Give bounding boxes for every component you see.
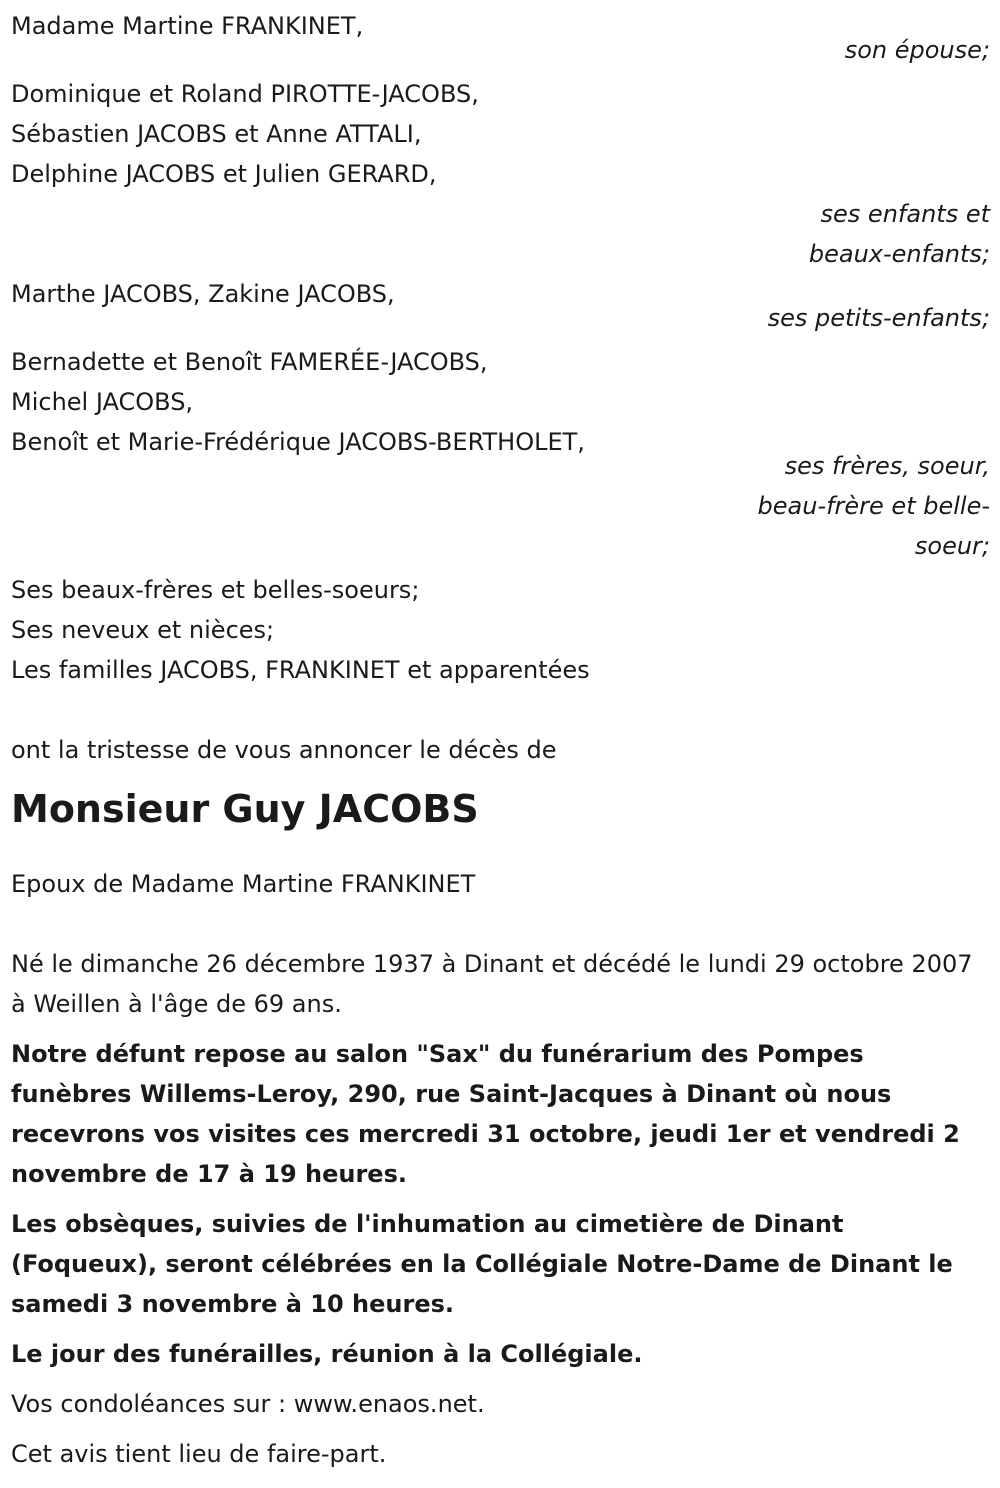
spouse-note: Epoux de Madame Martine FRANKINET: [11, 870, 476, 898]
obituary-notice: [11, 6, 990, 1474]
child-name: Dominique et Roland PIROTTE-JACOBS,: [11, 80, 479, 108]
funeral-text: Les obsèques, suivies de l'inhumation au cimetière de Dinant (Foqueux), seront célébrées en la Collégiale Notre-Dame de Dinant le samedi 3 novembre à 10 heures.: [11, 1210, 953, 1318]
siblings-role: beau-frère et belle-: [757, 492, 990, 520]
deceased-name: Monsieur Guy JACOBS: [11, 787, 479, 831]
siblings-role: ses frères, soeur,: [784, 452, 990, 480]
sibling-name: Benoît et Marie-Frédérique JACOBS-BERTHOLET,: [11, 428, 585, 456]
children-role: beaux-enfants;: [808, 240, 990, 268]
child-name: Sébastien JACOBS et Anne ATTALI,: [11, 120, 422, 148]
grandchild-name: Marthe JACOBS, Zakine JACOBS,: [11, 280, 395, 308]
grandchildren-group: [11, 274, 990, 338]
siblings-group: [11, 342, 990, 566]
condolences-text: Vos condoléances sur : www.enaos.net.: [11, 1390, 485, 1418]
children-role: ses enfants et: [820, 200, 990, 228]
sibling-name: Michel JACOBS,: [11, 388, 194, 416]
closing-text: Cet avis tient lieu de faire-part.: [11, 1440, 387, 1468]
grandchildren-role: ses petits-enfants;: [767, 304, 990, 332]
birth-death-text: Né le dimanche 26 décembre 1937 à Dinant et décédé le lundi 29 octobre 2007 à Weillen à l'âge de 69 ans.: [11, 950, 973, 1018]
spouse-group: [11, 6, 990, 70]
relatives-line: Ses beaux-frères et belles-soeurs;: [11, 576, 420, 604]
children-group: [11, 74, 990, 274]
visitation-text: Notre défunt repose au salon "Sax" du funérarium des Pompes funèbres Willems-Leroy, 290, rue Saint-Jacques à Dinant où nous recevrons vos visites ces mercredi 31 octobre, jeudi 1er et vendredi 2 novembre de 17 à 19 heures.: [11, 1040, 960, 1188]
announcement-text: ont la tristesse de vous annoncer le décès de: [11, 736, 557, 764]
spouse-role: son épouse;: [844, 36, 990, 64]
relatives-line: Les familles JACOBS, FRANKINET et apparentées: [11, 656, 590, 684]
other-relatives: [11, 570, 990, 690]
child-name: Delphine JACOBS et Julien GERARD,: [11, 160, 437, 188]
siblings-role: soeur;: [914, 532, 990, 560]
spouse-name: Madame Martine FRANKINET,: [11, 12, 364, 40]
sibling-name: Bernadette et Benoît FAMERÉE-JACOBS,: [11, 348, 488, 376]
meeting-text: Le jour des funérailles, réunion à la Collégiale.: [11, 1340, 643, 1368]
relatives-line: Ses neveux et nièces;: [11, 616, 275, 644]
